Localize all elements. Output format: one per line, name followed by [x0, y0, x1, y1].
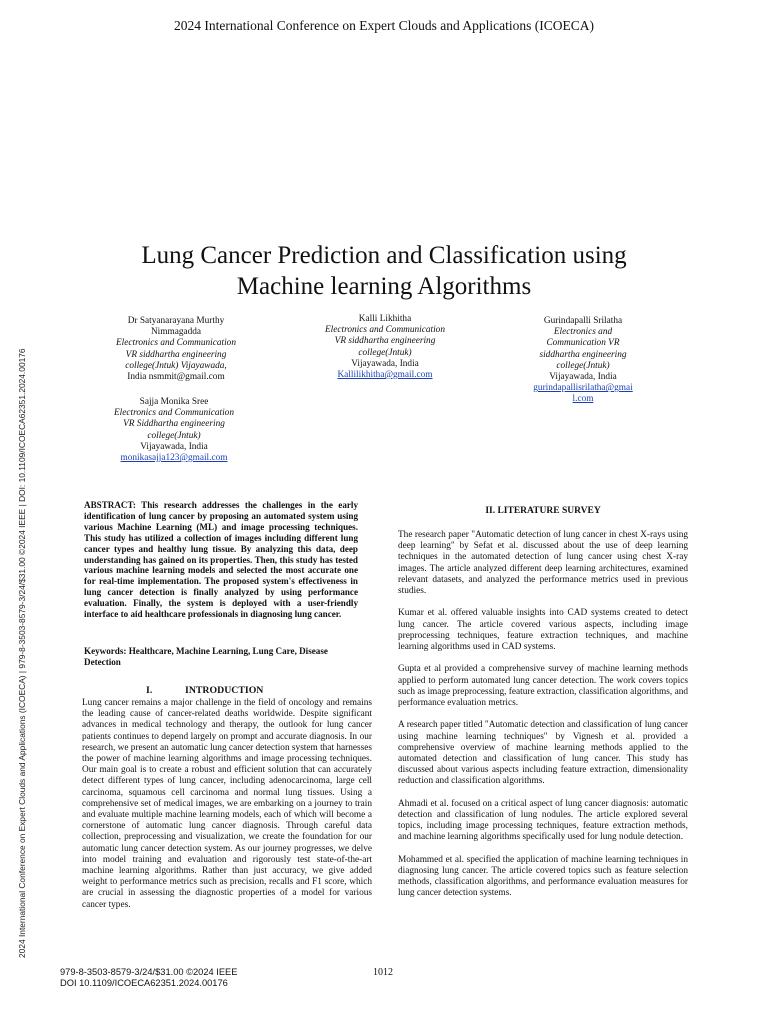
author-affiliation: Electronics and Communication	[116, 338, 236, 349]
author-name: Gurindapalli Srilatha	[543, 316, 623, 326]
author-block-4	[94, 397, 254, 464]
author-affiliation: VR siddhartha engineering	[334, 336, 436, 347]
paragraph: Kumar et al. offered valuable insights into CAD systems created to detect lung cancer. The article covered various aspects, including image preprocessing techniques, feature extraction techniques, and machine learning algorithms used in CAD systems.	[398, 608, 688, 653]
page-number: 1012	[373, 967, 393, 978]
conference-header: 2024 International Conference on Expert Clouds and Applications (ICOECA)	[174, 18, 594, 33]
author-location: Vijayawada, India	[351, 358, 419, 369]
paper-title	[60, 240, 708, 302]
footer-isbn: 979-8-3503-8579-3/24/$31.00 ©2024 IEEE	[60, 967, 238, 977]
introduction-body	[82, 698, 372, 911]
paragraph: A research paper titled "Automatic detection and classification of lung cancer using machine learning techniques" by Vignesh et al. provided a comprehensive overview of machine learning methods applied to the automated detection and classification of lung cancer. This study has discussed about various aspects including feature extraction, dimensionality reduction and classification algorithms.	[398, 720, 688, 787]
author-email-link[interactable]: monikasajja123@gmail.com	[120, 453, 228, 464]
footer-identifiers	[60, 967, 237, 988]
author-affiliation: Communication VR	[546, 338, 620, 349]
author-affiliation: Electronics and	[553, 327, 613, 338]
author-email-link-cont[interactable]: l.com	[572, 394, 594, 405]
author-affiliation-location: college(Jntuk) Vijayawada,	[125, 360, 227, 371]
author-affiliation: college(Jntuk)	[147, 430, 201, 441]
author-block-3	[515, 316, 651, 406]
author-name: Dr Satyanarayana Murthy	[127, 316, 225, 326]
author-block-1	[96, 316, 256, 383]
author-email: India nsmmit@gmail.com	[127, 372, 225, 383]
paper-title-line-2: Machine learning Algorithms	[236, 273, 532, 300]
paragraph: Mohammed et al. specified the application of machine learning techniques in diagnosing lung cancer. The article covered topics such as feature selection methods, classification algorithms, and performance evaluation measures for lung cancer detection systems.	[398, 854, 688, 899]
author-affiliation: Electronics and Communication	[325, 325, 445, 336]
paragraph: Lung cancer remains a major challenge in the field of oncology and remains the leading cause of cancer-related deaths worldwide. Despite significant advances in medical technology and therapy, the outlook for lung cancer patients continues to depend largely on prompt and accurate diagnosis. In our research, we present an automatic lung cancer detection system that harnesses the power of machine learning algorithms and image processing techniques. Our main goal is to create a robust and efficient solution that can accurately detect different types of lung cancer, including adenocarcinoma, large cell carcinoma, squamous cell carcinoma and normal lung tissues. Using a comprehensive set of medical images, we are embarking on a journey to train and evaluate multiple machine learning models, each of which will become a cornerstone of automatic lung cancer diagnosis. Through careful data collection, preprocessing and visualization, we create the foundation for our automatic lung cancer detection system. As our journey progresses, we delve into model training and evaluation and rigorously test state-of-the-art machine learning algorithms. Rather than just accuracy, we give added weight to performance metrics such as precision, recalls and F1 score, which are crucial in assessing the diagnostic properties of a model for various cancer types.	[82, 698, 372, 910]
paragraph: Ahmadi et al. focused on a critical aspect of lung cancer diagnosis: automatic detection and classification of lung nodules. The article explored several topics, including image processing techniques, feature extraction methods, and machine learning algorithms specifically used for lung nodule detection.	[398, 798, 688, 843]
author-affiliation: siddhartha engineering	[539, 349, 627, 360]
side-copyright-strip: 2024 International Conference on Expert Clouds and Applications (ICOECA) | 979-8-3503-8579-3/24/$31.00 ©2024 IEEE | DOI: 10.1109/ICOECA62351.2024.00176	[17, 348, 27, 958]
author-location: Vijayawada, India	[140, 441, 208, 452]
footer-doi: DOI 10.1109/ICOECA62351.2024.00176	[60, 977, 228, 988]
author-name: Sajja Monika Sree	[139, 397, 209, 407]
author-affiliation: college(Jntuk)	[358, 347, 412, 358]
abstract: ABSTRACT: This research addresses the challenges in the early identification of lung cancer by proposing an automated system using various Machine Learning (ML) and image processing techniques. This study has utilized a collection of images including different lung cancer types and healthy lung tissue. By analyzing this data, deep understanding has gained on its properties. Then, this study has tested various machine learning models and selected the most accurate one for real-time implementation. The proposed system's effectiveness in lung cancer detection is finally analyzed by using performance evaluation. Finally, the system is deployed with a user-friendly interface to aid healthcare professionals in diagnosing lung cancer.	[84, 500, 358, 620]
paper-title-line-1: Lung Cancer Prediction and Classification using	[141, 242, 627, 269]
author-affiliation: VR siddhartha engineering	[125, 349, 227, 360]
paragraph: The research paper "Automatic detection of lung cancer in chest X-rays using deep learning" by Sefat et al. discussed about the use of deep learning techniques in the automated detection of lung cancer using chest X-ray images. The article analyzed different deep learning architectures, examined relevant datasets, and analyzed the performance metrics used in previous studies.	[398, 530, 688, 597]
author-location: Vijayawada, India	[549, 372, 617, 383]
keywords: Keywords: Healthcare, Machine Learning, Lung Care, Disease Detection	[84, 646, 328, 667]
author-affiliation: Electronics and Communication	[114, 408, 234, 419]
author-name-cont: Nimmagadda	[150, 327, 202, 338]
section-title: INTRODUCTION	[185, 685, 264, 696]
literature-survey-body	[398, 530, 688, 911]
author-email-link[interactable]: gurindapallisrilatha@gmai	[533, 383, 633, 394]
author-block-2	[305, 314, 465, 381]
author-affiliation: college(Jntuk)	[556, 360, 610, 371]
section-heading-literature-survey: II. LITERATURE SURVEY	[485, 506, 601, 516]
section-number: I.	[146, 685, 153, 696]
author-name: Kalli Likhitha	[358, 314, 412, 324]
author-affiliation: VR Siddhartha engineering	[123, 419, 225, 430]
author-email-link[interactable]: Kallilikhitha@gmail.com	[337, 370, 433, 381]
paragraph: Gupta et al provided a comprehensive survey of machine learning methods applied to perform automated lung cancer detection. The work covers topics such as image preprocessing, feature extraction, classification algorithms, and performance evaluation metrics.	[398, 664, 688, 709]
